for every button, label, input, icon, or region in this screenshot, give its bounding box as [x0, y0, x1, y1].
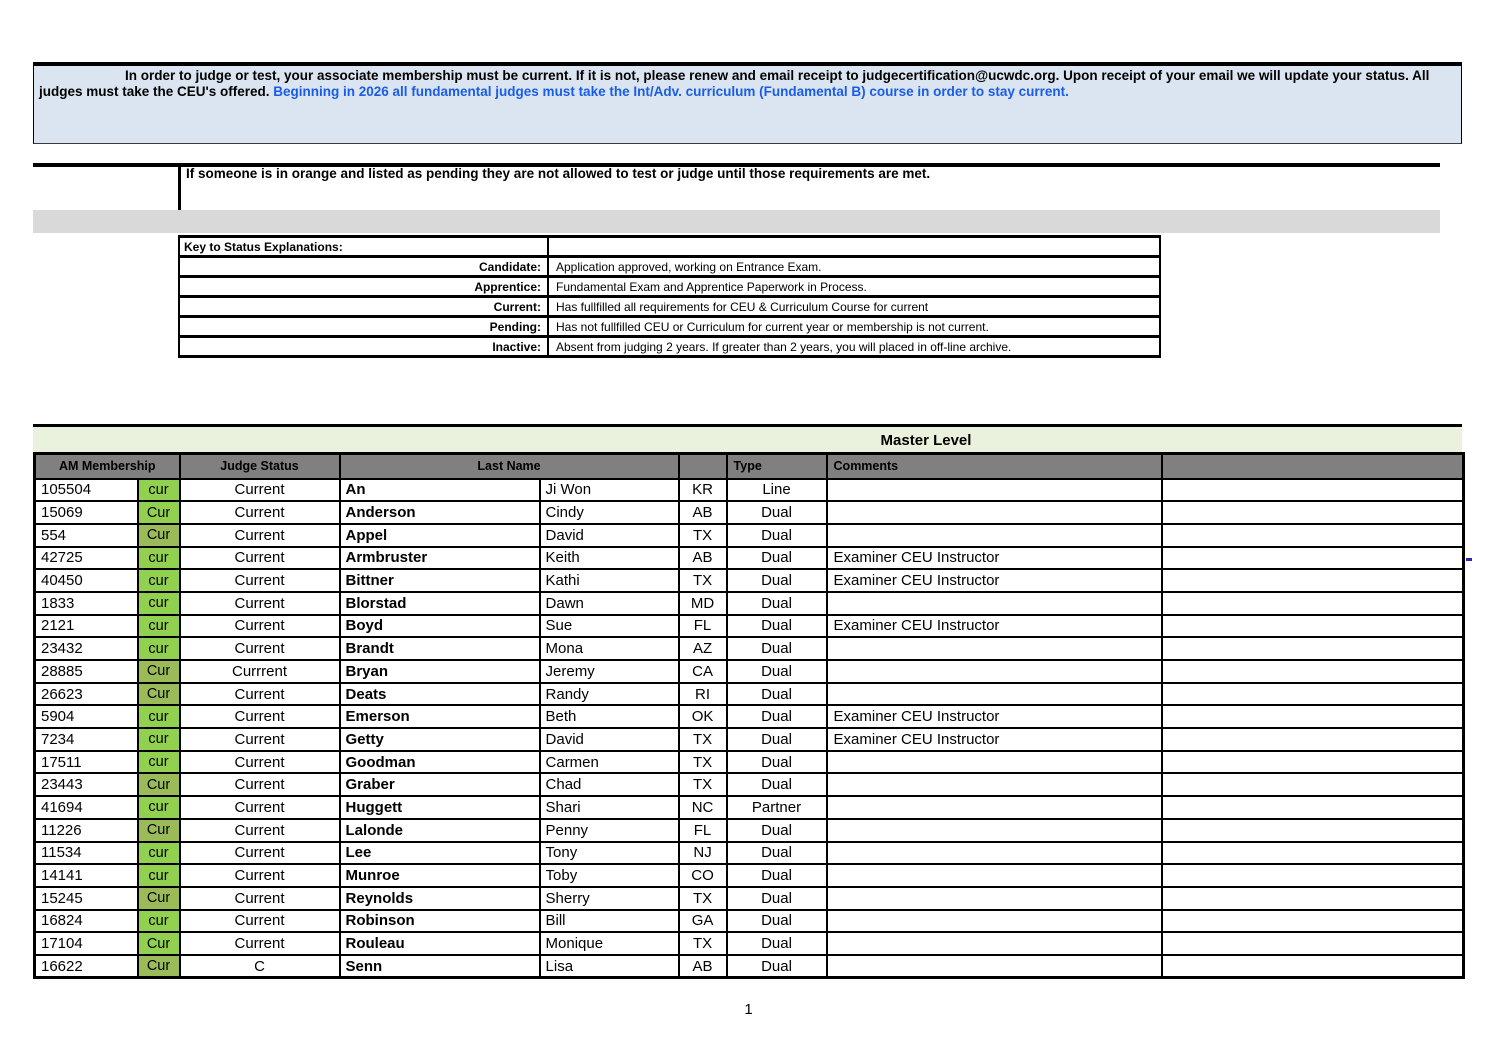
cell-status-badge: cur	[138, 842, 180, 865]
judge-row	[35, 819, 1464, 842]
key-row	[179, 337, 1160, 357]
cell-first-name: Chad	[540, 773, 679, 796]
cell-judge-status: Current	[180, 524, 340, 547]
judge-row	[35, 615, 1464, 638]
cell-state: AB	[679, 955, 727, 978]
cell-judge-status: Current	[180, 887, 340, 910]
cell-status-badge: cur	[138, 751, 180, 774]
status-key-table	[178, 235, 1161, 358]
cell-am-membership: 11226	[35, 819, 138, 842]
header-judge-status: Judge Status	[180, 454, 340, 479]
section-title: Master Level	[880, 432, 972, 449]
cell-type: Dual	[727, 773, 827, 796]
cell-am-membership: 15069	[35, 501, 138, 524]
cell-judge-status: Current	[180, 728, 340, 751]
judge-row	[35, 501, 1464, 524]
cell-type: Dual	[727, 547, 827, 570]
cell-trailing-empty	[1162, 773, 1464, 796]
cell-status-badge: cur	[138, 705, 180, 728]
judge-row	[35, 660, 1464, 683]
cell-state: NC	[679, 796, 727, 819]
cell-status-badge: Cur	[138, 887, 180, 910]
cell-last-name: Boyd	[340, 615, 540, 638]
key-status-label: Candidate:	[179, 257, 548, 277]
cell-state: TX	[679, 728, 727, 751]
key-row	[179, 277, 1160, 297]
judge-row	[35, 910, 1464, 933]
cell-type: Dual	[727, 751, 827, 774]
cell-state: FL	[679, 615, 727, 638]
cell-state: TX	[679, 932, 727, 955]
cell-trailing-empty	[1162, 842, 1464, 865]
judge-row	[35, 637, 1464, 660]
cell-type: Dual	[727, 592, 827, 615]
header-type: Type	[727, 454, 827, 479]
cell-status-badge: cur	[138, 569, 180, 592]
cell-type: Dual	[727, 932, 827, 955]
cell-status-badge: Cur	[138, 819, 180, 842]
cell-am-membership: 11534	[35, 842, 138, 865]
cell-state: KR	[679, 479, 727, 502]
key-status-label: Current:	[179, 297, 548, 317]
judge-row	[35, 569, 1464, 592]
cell-trailing-empty	[1162, 955, 1464, 978]
cell-last-name: Emerson	[340, 705, 540, 728]
cell-am-membership: 554	[35, 524, 138, 547]
banner-text-blue: Beginning in 2026 all fundamental judges must take the Int/Adv. curriculum (Fundamental B) course in order to stay current.	[273, 83, 1069, 99]
cell-status-badge: Cur	[138, 501, 180, 524]
cell-type: Dual	[727, 864, 827, 887]
cell-state: GA	[679, 910, 727, 933]
cell-type: Dual	[727, 955, 827, 978]
cell-judge-status: Current	[180, 479, 340, 502]
cell-am-membership: 23443	[35, 773, 138, 796]
cell-state: NJ	[679, 842, 727, 865]
cell-am-membership: 42725	[35, 547, 138, 570]
banner-text	[34, 66, 1461, 99]
cell-first-name: Penny	[540, 819, 679, 842]
cell-am-membership: 17104	[35, 932, 138, 955]
cell-trailing-empty	[1162, 569, 1464, 592]
cell-comments: Examiner CEU Instructor	[827, 705, 1162, 728]
cell-comments: Examiner CEU Instructor	[827, 569, 1162, 592]
cell-trailing-empty	[1162, 637, 1464, 660]
cell-type: Dual	[727, 910, 827, 933]
cell-type: Dual	[727, 728, 827, 751]
cell-status-badge: Cur	[138, 932, 180, 955]
cell-first-name: Kathi	[540, 569, 679, 592]
cell-comments	[827, 501, 1162, 524]
cell-last-name: Senn	[340, 955, 540, 978]
header-trailing	[1162, 454, 1464, 479]
cell-type: Dual	[727, 683, 827, 706]
cell-comments: Examiner CEU Instructor	[827, 547, 1162, 570]
cell-last-name: Lalonde	[340, 819, 540, 842]
cell-am-membership: 28885	[35, 660, 138, 683]
cell-first-name: Shari	[540, 796, 679, 819]
cell-trailing-empty	[1162, 547, 1464, 570]
cell-trailing-empty	[1162, 683, 1464, 706]
cell-comments	[827, 683, 1162, 706]
key-status-label: Pending:	[179, 317, 548, 337]
cell-am-membership: 15245	[35, 887, 138, 910]
header-last-name: Last Name	[340, 454, 679, 479]
cell-trailing-empty	[1162, 615, 1464, 638]
cell-state: AZ	[679, 637, 727, 660]
judge-row	[35, 796, 1464, 819]
page-number: 1	[744, 1001, 753, 1018]
note-left-border	[178, 167, 181, 210]
header-am-membership: AM Membership	[35, 454, 180, 479]
cell-judge-status: Current	[180, 842, 340, 865]
key-title: Key to Status Explanations:	[179, 237, 548, 257]
cell-type: Dual	[727, 501, 827, 524]
cell-trailing-empty	[1162, 660, 1464, 683]
cell-judge-status: Current	[180, 615, 340, 638]
cell-status-badge: cur	[138, 728, 180, 751]
judge-row	[35, 887, 1464, 910]
cell-last-name: An	[340, 479, 540, 502]
gray-separator-band	[33, 210, 1440, 233]
cell-judge-status: Current	[180, 637, 340, 660]
cell-first-name: Monique	[540, 932, 679, 955]
cell-last-name: Armbruster	[340, 547, 540, 570]
cell-first-name: David	[540, 524, 679, 547]
cell-type: Line	[727, 479, 827, 502]
cell-status-badge: cur	[138, 910, 180, 933]
cell-last-name: Reynolds	[340, 887, 540, 910]
cell-am-membership: 7234	[35, 728, 138, 751]
cell-status-badge: Cur	[138, 660, 180, 683]
cell-state: AB	[679, 501, 727, 524]
cell-judge-status: Current	[180, 751, 340, 774]
cell-first-name: Mona	[540, 637, 679, 660]
cell-type: Dual	[727, 660, 827, 683]
cell-last-name: Huggett	[340, 796, 540, 819]
judge-row	[35, 479, 1464, 502]
cell-am-membership: 40450	[35, 569, 138, 592]
cell-type: Dual	[727, 887, 827, 910]
cell-am-membership: 17511	[35, 751, 138, 774]
cell-trailing-empty	[1162, 728, 1464, 751]
cell-comments	[827, 637, 1162, 660]
header-spacer	[679, 454, 727, 479]
cell-judge-status: Current	[180, 773, 340, 796]
cell-judge-status: Currrent	[180, 660, 340, 683]
cell-judge-status: Current	[180, 683, 340, 706]
cell-last-name: Brandt	[340, 637, 540, 660]
cell-status-badge: Cur	[138, 683, 180, 706]
cell-last-name: Blorstad	[340, 592, 540, 615]
cell-state: OK	[679, 705, 727, 728]
cell-first-name: Toby	[540, 864, 679, 887]
cell-judge-status: Current	[180, 932, 340, 955]
cell-first-name: Tony	[540, 842, 679, 865]
cell-comments: Examiner CEU Instructor	[827, 615, 1162, 638]
judge-row	[35, 728, 1464, 751]
cell-state: TX	[679, 773, 727, 796]
cell-state: RI	[679, 683, 727, 706]
cell-last-name: Goodman	[340, 751, 540, 774]
judges-table	[33, 452, 1465, 979]
cell-judge-status: C	[180, 955, 340, 978]
cell-judge-status: Current	[180, 705, 340, 728]
cell-status-badge: cur	[138, 479, 180, 502]
judges-table-header-row	[35, 454, 1464, 479]
cell-state: TX	[679, 887, 727, 910]
cell-status-badge: cur	[138, 637, 180, 660]
cell-trailing-empty	[1162, 592, 1464, 615]
cell-last-name: Graber	[340, 773, 540, 796]
cell-comments	[827, 842, 1162, 865]
cell-am-membership: 2121	[35, 615, 138, 638]
cell-type: Dual	[727, 705, 827, 728]
cell-judge-status: Current	[180, 501, 340, 524]
header-comments: Comments	[827, 454, 1162, 479]
cell-am-membership: 14141	[35, 864, 138, 887]
judge-row	[35, 547, 1464, 570]
cell-type: Dual	[727, 637, 827, 660]
cell-trailing-empty	[1162, 819, 1464, 842]
cell-first-name: Cindy	[540, 501, 679, 524]
key-status-description: Fundamental Exam and Apprentice Paperwork in Process.	[548, 277, 1160, 297]
cell-first-name: Beth	[540, 705, 679, 728]
cell-comments	[827, 796, 1162, 819]
cell-last-name: Anderson	[340, 501, 540, 524]
judge-row	[35, 842, 1464, 865]
cell-state: MD	[679, 592, 727, 615]
banner-text-black: In order to judge or test, your associate membership must be current. If it is not, please renew and email receipt to judgecertification@ucwdc.org. Upon receipt of your email we will update your status. All judges must take the CEU's offered.	[39, 68, 1430, 99]
cell-status-badge: cur	[138, 615, 180, 638]
cell-comments	[827, 887, 1162, 910]
cell-type: Dual	[727, 615, 827, 638]
cell-comments: Examiner CEU Instructor	[827, 728, 1162, 751]
cell-state: CO	[679, 864, 727, 887]
key-title-empty-cell	[548, 237, 1160, 257]
cell-first-name: Keith	[540, 547, 679, 570]
cell-trailing-empty	[1162, 864, 1464, 887]
cell-type: Dual	[727, 842, 827, 865]
cell-comments	[827, 819, 1162, 842]
cell-last-name: Bryan	[340, 660, 540, 683]
key-status-description: Application approved, working on Entrance Exam.	[548, 257, 1160, 277]
cell-am-membership: 23432	[35, 637, 138, 660]
key-status-label: Apprentice:	[179, 277, 548, 297]
cell-state: TX	[679, 569, 727, 592]
cell-first-name: Dawn	[540, 592, 679, 615]
cell-last-name: Getty	[340, 728, 540, 751]
cell-status-badge: cur	[138, 592, 180, 615]
cell-comments	[827, 773, 1162, 796]
cell-trailing-empty	[1162, 479, 1464, 502]
cell-state: TX	[679, 524, 727, 547]
key-row	[179, 297, 1160, 317]
judge-row	[35, 932, 1464, 955]
cell-am-membership: 16824	[35, 910, 138, 933]
cell-trailing-empty	[1162, 910, 1464, 933]
membership-notice-banner	[33, 62, 1462, 144]
cell-first-name: Randy	[540, 683, 679, 706]
cell-judge-status: Current	[180, 796, 340, 819]
cell-last-name: Rouleau	[340, 932, 540, 955]
cell-comments	[827, 660, 1162, 683]
judge-row	[35, 955, 1464, 978]
cell-last-name: Robinson	[340, 910, 540, 933]
judge-row	[35, 751, 1464, 774]
cell-status-badge: cur	[138, 864, 180, 887]
cell-comments	[827, 932, 1162, 955]
cell-trailing-empty	[1162, 501, 1464, 524]
key-row	[179, 317, 1160, 337]
cell-status-badge: Cur	[138, 955, 180, 978]
cell-first-name: Sue	[540, 615, 679, 638]
cell-comments	[827, 524, 1162, 547]
key-status-description: Absent from judging 2 years. If greater than 2 years, you will placed in off-line archive.	[548, 337, 1160, 357]
master-level-band	[33, 424, 1462, 452]
judge-row	[35, 592, 1464, 615]
cell-first-name: Lisa	[540, 955, 679, 978]
cell-trailing-empty	[1162, 524, 1464, 547]
cell-state: FL	[679, 819, 727, 842]
judge-row	[35, 773, 1464, 796]
cell-last-name: Appel	[340, 524, 540, 547]
judge-row	[35, 524, 1464, 547]
cell-last-name: Lee	[340, 842, 540, 865]
cell-last-name: Bittner	[340, 569, 540, 592]
cell-first-name: Sherry	[540, 887, 679, 910]
cell-am-membership: 5904	[35, 705, 138, 728]
cell-first-name: Ji Won	[540, 479, 679, 502]
cell-am-membership: 41694	[35, 796, 138, 819]
cell-judge-status: Current	[180, 569, 340, 592]
cell-trailing-empty	[1162, 796, 1464, 819]
cell-type: Dual	[727, 819, 827, 842]
cell-judge-status: Current	[180, 819, 340, 842]
judge-row	[35, 864, 1464, 887]
cell-trailing-empty	[1162, 887, 1464, 910]
key-row	[179, 257, 1160, 277]
cell-state: AB	[679, 547, 727, 570]
cell-am-membership: 105504	[35, 479, 138, 502]
orange-pending-note: If someone is in orange and listed as pending they are not allowed to test or judge until those requirements are met.	[186, 166, 931, 181]
cell-trailing-empty	[1162, 705, 1464, 728]
cell-type: Partner	[727, 796, 827, 819]
cell-comments	[827, 864, 1162, 887]
key-status-description: Has fullfilled all requirements for CEU & Curriculum Course for current	[548, 297, 1160, 317]
cell-state: CA	[679, 660, 727, 683]
cell-judge-status: Current	[180, 864, 340, 887]
cell-judge-status: Current	[180, 910, 340, 933]
cell-comments	[827, 479, 1162, 502]
cell-first-name: Jeremy	[540, 660, 679, 683]
cell-last-name: Munroe	[340, 864, 540, 887]
cell-first-name: David	[540, 728, 679, 751]
cell-am-membership: 26623	[35, 683, 138, 706]
cell-judge-status: Current	[180, 547, 340, 570]
cell-type: Dual	[727, 524, 827, 547]
cell-trailing-empty	[1162, 751, 1464, 774]
cell-first-name: Carmen	[540, 751, 679, 774]
cell-status-badge: cur	[138, 796, 180, 819]
cell-comments	[827, 910, 1162, 933]
cell-first-name: Bill	[540, 910, 679, 933]
cell-trailing-empty	[1162, 932, 1464, 955]
cell-comments	[827, 751, 1162, 774]
key-status-description: Has not fullfilled CEU or Curriculum for current year or membership is not current.	[548, 317, 1160, 337]
cell-status-badge: Cur	[138, 773, 180, 796]
key-status-label: Inactive:	[179, 337, 548, 357]
cell-judge-status: Current	[180, 592, 340, 615]
cell-state: TX	[679, 751, 727, 774]
cell-am-membership: 16622	[35, 955, 138, 978]
cell-am-membership: 1833	[35, 592, 138, 615]
judge-row	[35, 705, 1464, 728]
cell-status-badge: cur	[138, 547, 180, 570]
cell-comments	[827, 955, 1162, 978]
cell-type: Dual	[727, 569, 827, 592]
stray-blue-mark	[1466, 558, 1472, 561]
judge-row	[35, 683, 1464, 706]
cell-status-badge: Cur	[138, 524, 180, 547]
key-title-row	[179, 237, 1160, 257]
cell-last-name: Deats	[340, 683, 540, 706]
cell-comments	[827, 592, 1162, 615]
